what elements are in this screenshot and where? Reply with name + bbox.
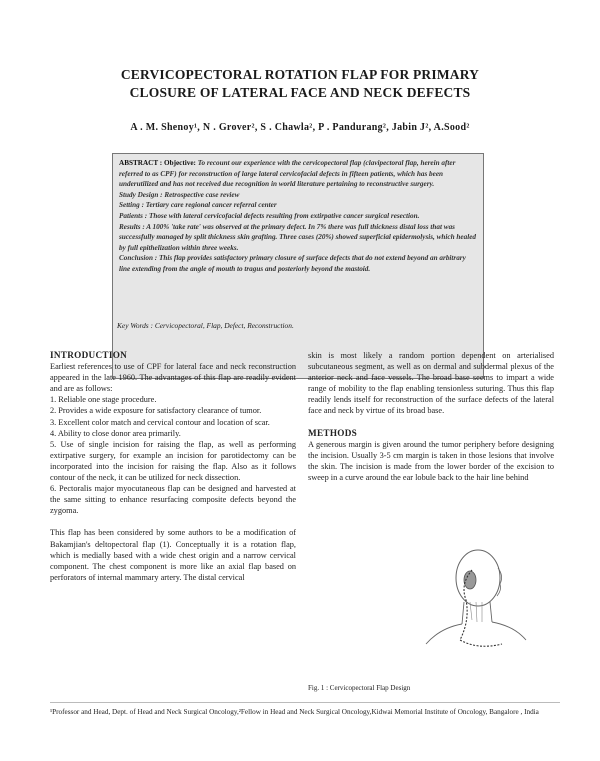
advantage-item-1: 1. Reliable one stage procedure. [50,395,157,405]
abstract-label: ABSTRACT : Objective: [119,159,196,167]
title-line-2: CLOSURE OF LATERAL FACE AND NECK DEFECTS [129,85,471,100]
abstract-objective [119,158,477,190]
abstract-conclusion: Conclusion : This flap provides satisfactory primary closure of surface defects that do not extend beyond an arbitrary line extending from the angle of mouth to tragus and posteriorly beyond the mastoid. [119,254,466,273]
flap-design-figure [420,540,530,660]
affiliations-footnote: ¹Professor and Head, Dept. of Head and Neck Surgical Oncology,²Fellow in Head and Neck Surgical Oncology,Kidwai Memorial Institute of Oncology, Bangalore , India [50,708,539,716]
introduction-paragraph-1: Earliest references to use of CPF for lateral face and neck reconstruction appeared in the late 1960. The advantages of this flap are readily evident and are as follows: [50,362,296,394]
introduction-continued: skin is most likely a random portion dependent on arterialised subcutaneous segment, as well as on dermal and subdermal plexus of the anterior neck and face vessels. The broad base seems to impart a wide range of mobility to the flap enabling tensionless suturing. Thus this flap readily lends itself for reconstruction of the surface defects of the lateral face and neck by virtue of its broad base. [308,351,554,416]
advantage-item-4: 4. Ability to close donor area primarily. [50,428,181,438]
key-words: Key Words : Cervicopectoral, Flap, Defect, Reconstruction. [117,321,294,330]
abstract-patients: Patients : Those with lateral cervicofacial defects resulting from extirpative cancer surgical resection. [119,211,420,220]
introduction-paragraph-2: This flap has been considered by some authors to be a modification of Bakamjian's deltopectoral flap (1). Conceptually it is a rotation flap, which is medially based with a wide chest origin and a narrow cervical component. The chest component is more like an axial flap based on perforators of internal mammary artery. The distal cervical [50,528,296,582]
advantage-item-6: 6. Pectoralis major myocutaneous flap can be designed and harvested at the same sitting to enhance resurfacing composite defects beyond the zygoma. [50,484,296,516]
figure-shoulders [426,622,526,644]
figure-caption: Fig. 1 : Cervicopectoral Flap Design [308,684,411,692]
title-line-1: CERVICOPECTORAL ROTATION FLAP FOR PRIMARY [120,67,480,82]
abstract-box [112,153,484,379]
introduction-heading: INTRODUCTION [50,350,128,360]
methods-heading: METHODS [308,427,358,438]
advantage-item-5: 5. Use of single incision for raising the flap, as well as performing extirpative surgery, for example an incision for parotidectomy can be incorporated into the incision for raising the flap. Also as it follows contour of the neck, it can be utilized for neck dissection. [50,439,296,483]
advantage-item-3: 3. Excellent color match and cervical contour and location of scar. [50,417,270,427]
left-column [50,350,296,583]
paper-title [60,66,540,102]
footnote-divider [50,702,560,703]
abstract-setting: Setting : Tertiary care regional cancer referral center [119,201,277,210]
abstract-study-design: Study Design : Retrospective case review [119,190,240,199]
author-list: A . M. Shenoy¹, N . Grover², S . Chawla², P . Pandurang², Jabin J², A.Sood² [130,122,470,133]
advantage-item-2: 2. Provides a wide exposure for satisfactory clearance of tumor. [50,406,262,416]
abstract-objective-text: To recount our experience with the cervicopectoral flap (clavipectoral flap, herein after referred to as CPF) for reconstruction of large lateral cervicofacial defects in fifteen patients, which has been underutilized and has not received due recognition in world literature pertaining to reconstructive surgery. [119,159,456,189]
methods-paragraph: A generous margin is given around the tumor periphery before designing the incision. Usually 3-5 cm margin is taken in those lesions that involve the skin. The incision is made from the lower border of the excision to sweep in a curve around the ear lobule back to the hair line behind [308,439,554,482]
right-column [308,350,554,483]
abstract-results: Results : A 100% 'take rate' was observed at the primary defect. In 7% there was full thickness distal loss that was successfully managed by split thickness skin grafting. Three cases (20%) showed superficial epidermolysis, which healed by full epithelization within three weeks. [119,222,476,252]
figure-head [456,550,500,606]
